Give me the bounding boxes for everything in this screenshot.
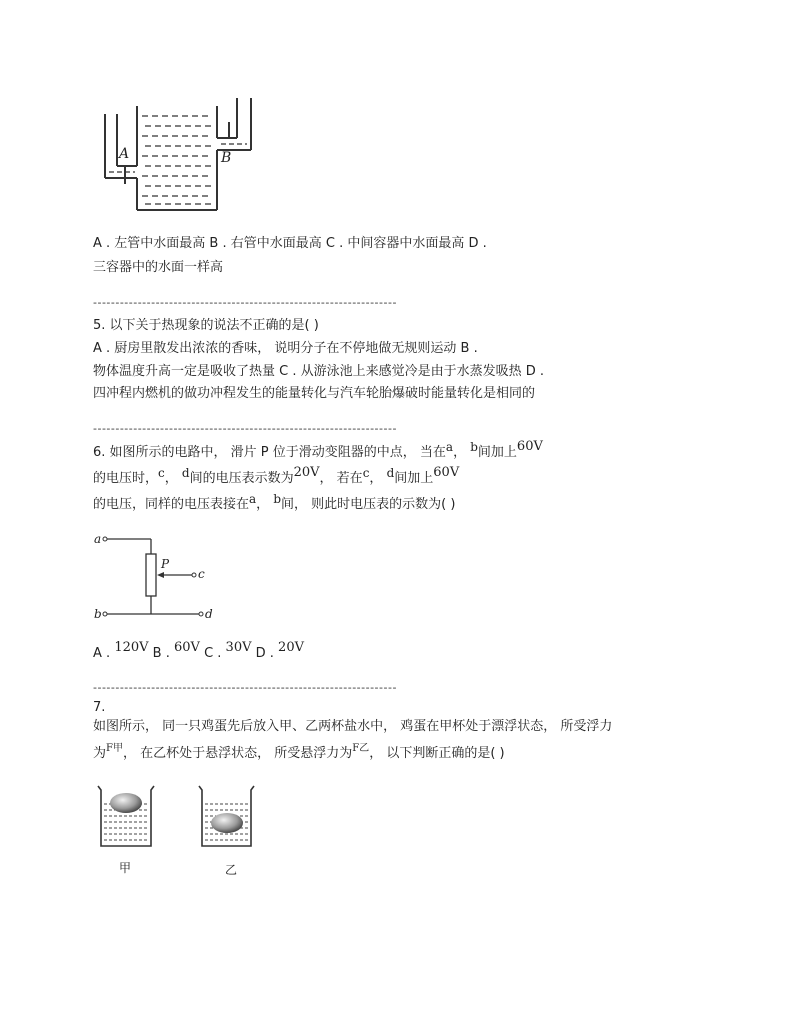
q5-line4: 四冲程内燃机的做功冲程发生的能量转化与汽车轮胎爆破时能量转化是相同的 <box>93 386 536 401</box>
q6-l1-text2: 间加上 <box>477 445 517 460</box>
q4-container-figure <box>95 92 260 216</box>
q7-l2-text3: ， 以下判断正确的是( ) <box>369 746 505 761</box>
q6-l2-text2: 间的电压表示数为 <box>189 471 294 486</box>
q6-l1-sep: ， <box>453 445 467 460</box>
q6-stem-line1 <box>93 439 543 462</box>
q6-val-d: 20V <box>278 640 304 655</box>
q6-fig-d: d <box>205 607 213 621</box>
egg-suspended <box>211 813 243 833</box>
q6-options <box>93 640 304 663</box>
separator-3: -------------------------------------------------------------------- <box>93 681 397 694</box>
q6-opt-b: B . <box>152 646 170 661</box>
q6-l3-b: b <box>273 492 282 506</box>
q7-cup2-label: 乙 <box>225 863 238 877</box>
q7-l2-text2: ， 在乙杯处于悬浮状态， 所受悬浮力为 <box>122 746 353 761</box>
q6-fig-a: a <box>94 532 102 546</box>
q6-l2-v: 20V <box>293 465 320 480</box>
q7-cup1-label: 甲 <box>119 861 132 875</box>
q7-l2-text1: 为 <box>93 746 107 761</box>
q6-l2-text4: 间加上 <box>394 471 434 486</box>
q6-l1-b: b <box>470 440 478 454</box>
q6-l2-sep: ， <box>164 471 178 486</box>
egg-floating <box>110 793 142 813</box>
q7-l2-f2: F乙 <box>352 743 370 754</box>
q6-l2-d: d <box>181 466 190 480</box>
q6-fig-p: P <box>161 557 170 571</box>
q7-stem-line2 <box>93 745 505 764</box>
q6-val-a: 120V <box>114 640 149 655</box>
q6-val-c: 30V <box>225 640 252 655</box>
q7-stem-line1: 如图所示， 同一只鸡蛋先后放入甲、乙两杯盐水中， 鸡蛋在甲杯处于漂浮状态， 所受浮力 <box>93 719 613 734</box>
q6-l3-sep: ， <box>256 497 270 512</box>
q7-number: 7. <box>93 700 106 715</box>
q6-l2-d2: d <box>386 466 395 480</box>
q6-fig-c: c <box>198 567 205 581</box>
q6-val-b: 60V <box>173 640 200 655</box>
q6-l3-a: a <box>249 492 257 506</box>
q6-opt-a: A . <box>93 646 111 661</box>
q6-fig-b: b <box>94 607 102 621</box>
q6-opt-c: C . <box>204 646 222 661</box>
q6-l2-c2: c <box>362 466 370 480</box>
q6-l1-a: a <box>445 440 454 454</box>
q6-l1-v: 60V <box>516 439 543 454</box>
q6-opt-d: D . <box>255 646 274 661</box>
q6-l2-c: c <box>158 466 165 480</box>
q6-l2-text1: 的电压时， <box>93 471 159 486</box>
q6-circuit-figure <box>93 532 218 622</box>
q4-options-line1: A . 左管中水面最高 B . 右管中水面最高 C . 中间容器中水面最高 D . <box>93 236 487 251</box>
q5-line2: A . 厨房里散发出浓浓的香味， 说明分子在不停地做无规则运动 B . <box>93 341 478 356</box>
q7-beakers-figure <box>93 780 268 880</box>
q7-l2-f1: F甲 <box>106 743 123 754</box>
q6-stem-line2 <box>93 465 460 488</box>
q5-line3: 物体温度升高一定是吸收了热量 C . 从游泳池上来感觉冷是由于水蒸发吸热 D . <box>93 364 545 379</box>
q4-label-b: B <box>221 150 232 166</box>
q6-l2-text3: ， 若在 <box>319 471 363 486</box>
q4-label-a: A <box>119 146 130 162</box>
q6-stem-line3 <box>93 492 456 514</box>
q6-l2-sep2: ， <box>369 471 383 486</box>
separator-1: -------------------------------------------------------------------- <box>93 296 397 309</box>
q6-l1-text1: 6. 如图所示的电路中， 滑片 P 位于滑动变阻器的中点， 当在 <box>93 445 446 460</box>
q5-stem: 5. 以下关于热现象的说法不正确的是( ) <box>93 318 319 333</box>
q6-l3-text1: 的电压，同样的电压表接在 <box>93 497 250 512</box>
separator-2: -------------------------------------------------------------------- <box>93 422 397 435</box>
q6-l2-v2: 60V <box>433 465 460 480</box>
q4-options-line2: 三容器中的水面一样高 <box>93 260 224 275</box>
q6-l3-text2: 间， 则此时电压表的示数为( ) <box>281 497 456 512</box>
